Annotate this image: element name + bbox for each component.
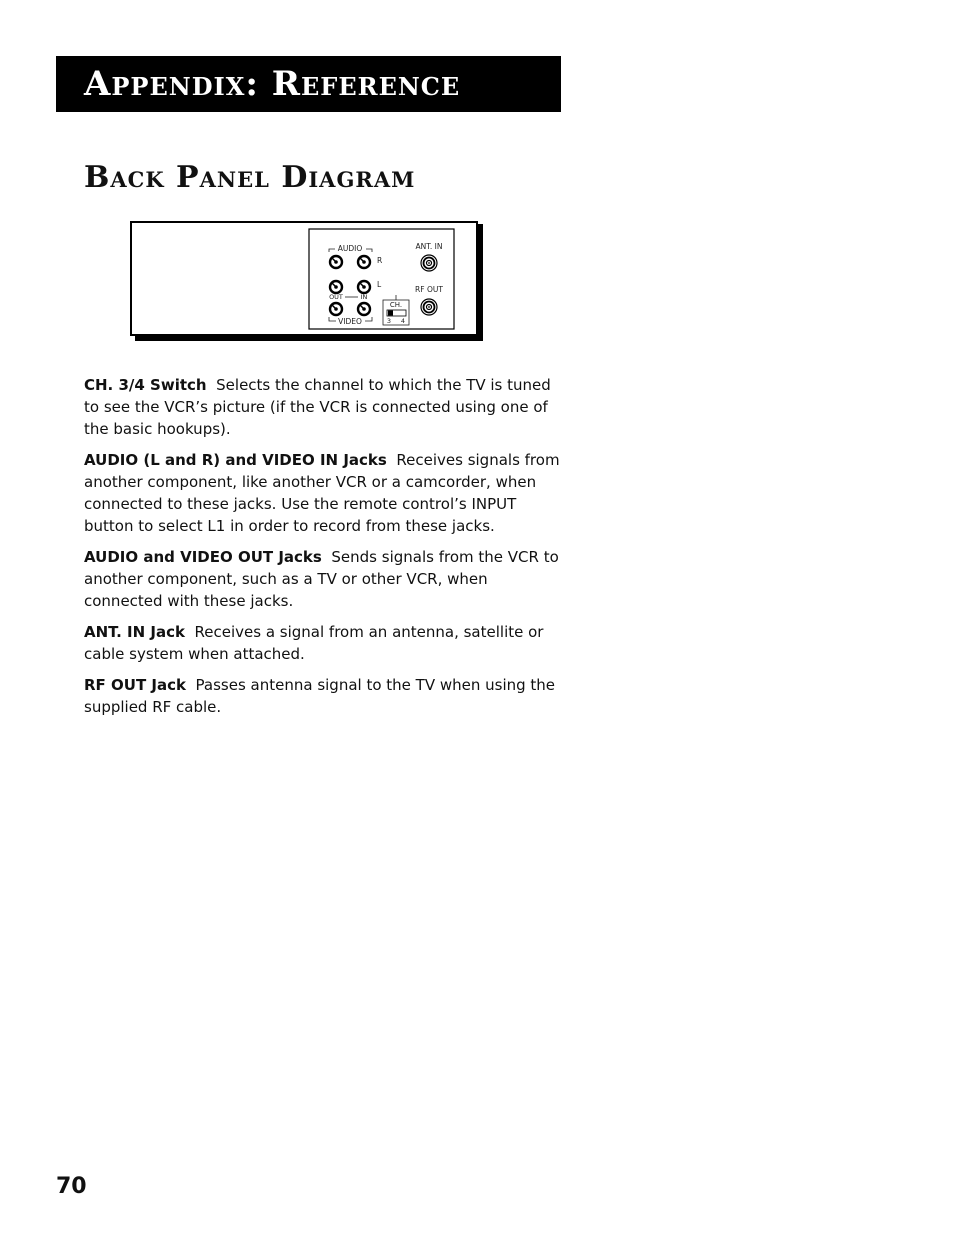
desc-audio-video-out bbox=[84, 546, 564, 612]
ch4-label: 4 bbox=[400, 317, 406, 325]
out-label: OUT bbox=[329, 293, 343, 301]
jack-audio-r-in bbox=[358, 256, 370, 268]
in-label: IN bbox=[360, 293, 368, 301]
desc-ch-switch bbox=[84, 374, 564, 440]
desc-text: Sends signals from the VCR to another component, such as a TV or other VCR, when connected with these jacks. bbox=[84, 548, 559, 610]
desc-rf-out bbox=[84, 674, 564, 718]
jack-audio-l-in bbox=[358, 281, 370, 293]
header-bar bbox=[56, 56, 561, 112]
page-number: 70 bbox=[56, 1174, 87, 1199]
section-title: Back Panel Diagram bbox=[84, 160, 416, 195]
l-label: L bbox=[377, 280, 382, 289]
desc-text: Receives a signal from an antenna, satellite or cable system when attached. bbox=[84, 623, 544, 663]
desc-text: Receives signals from another component, like another VCR or a camcorder, when connected to these jacks. Use the remote control’s INPUT button to select L1 in order to record from these jacks. bbox=[84, 451, 560, 535]
desc-term: CH. 3/4 Switch bbox=[84, 376, 207, 394]
jack-video-in bbox=[358, 303, 370, 315]
jack-video-out bbox=[330, 303, 342, 315]
back-panel-svg bbox=[130, 221, 483, 341]
desc-ant-in bbox=[84, 621, 564, 665]
r-label: R bbox=[377, 256, 383, 265]
ant-in-jack bbox=[421, 255, 437, 271]
ch-label: CH. bbox=[389, 301, 403, 309]
jack-audio-r-out bbox=[330, 256, 342, 268]
desc-term: RF OUT Jack bbox=[84, 676, 186, 694]
desc-audio-video-in bbox=[84, 449, 564, 537]
jack-audio-l-out bbox=[330, 281, 342, 293]
desc-term: AUDIO and VIDEO OUT Jacks bbox=[84, 548, 322, 566]
desc-term: AUDIO (L and R) and VIDEO IN Jacks bbox=[84, 451, 387, 469]
video-label: VIDEO bbox=[338, 317, 362, 326]
rf-out-label: RF OUT bbox=[415, 285, 443, 294]
desc-term: ANT. IN Jack bbox=[84, 623, 185, 641]
audio-label: AUDIO bbox=[337, 244, 363, 253]
jack-descriptions bbox=[84, 374, 564, 727]
ch3-label: 3 bbox=[386, 317, 392, 325]
desc-text: Passes antenna signal to the TV when using the supplied RF cable. bbox=[84, 676, 556, 716]
back-panel-diagram bbox=[130, 221, 483, 341]
rf-out-jack bbox=[421, 299, 437, 315]
page-header-title: Appendix: Reference bbox=[84, 64, 461, 104]
ant-in-label: ANT. IN bbox=[415, 242, 443, 251]
desc-text: Selects the channel to which the TV is tuned to see the VCR’s picture (if the VCR is connected using one of the basic hookups). bbox=[84, 376, 551, 438]
